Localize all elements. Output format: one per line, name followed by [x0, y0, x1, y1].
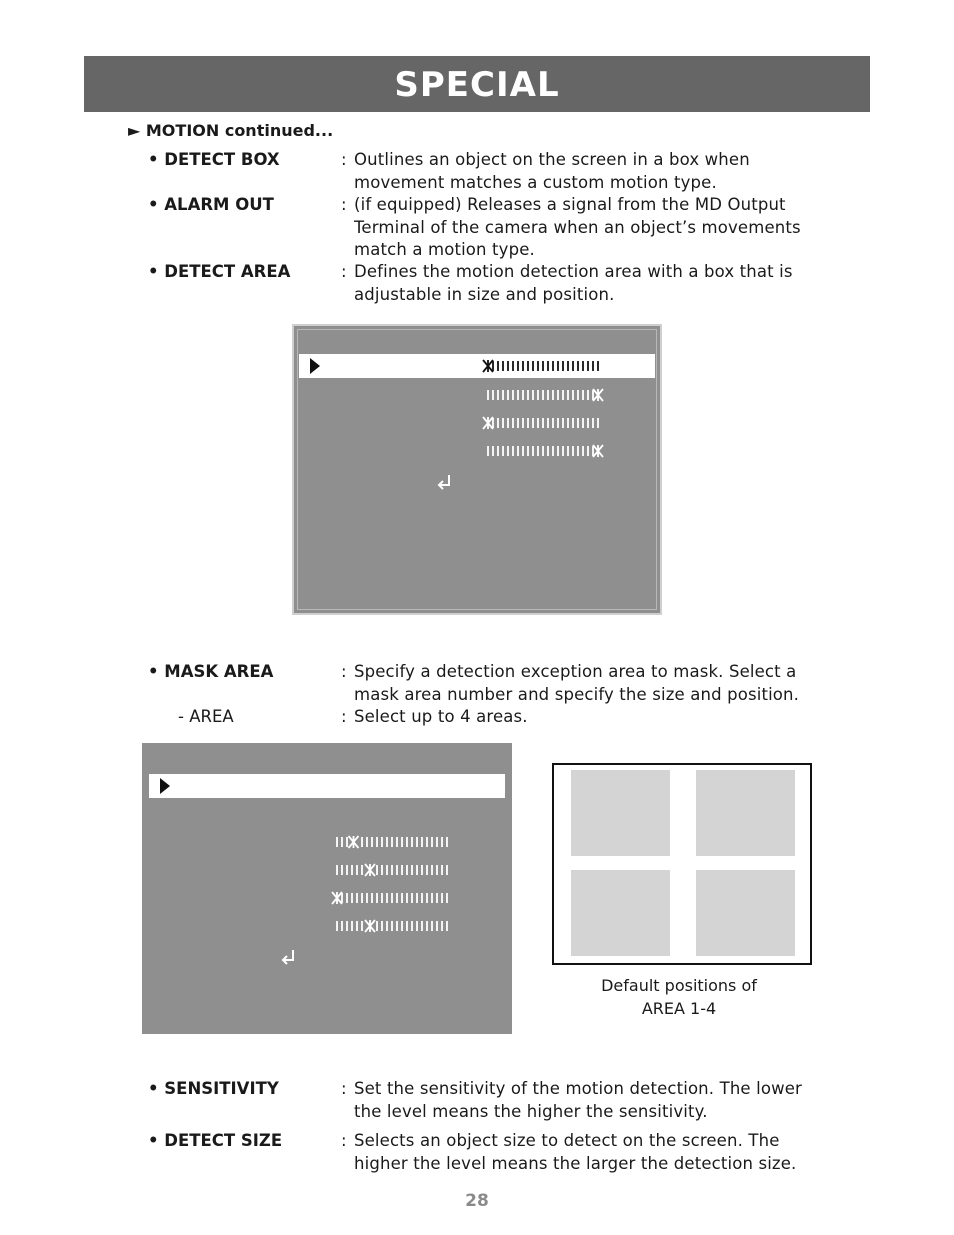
slider-tick — [431, 837, 433, 847]
slider-tick — [341, 921, 343, 931]
slider-tick — [517, 418, 519, 428]
slider-tick — [426, 893, 428, 903]
slider-tick — [557, 446, 559, 456]
slider-tick — [527, 446, 529, 456]
term-detect-size: • DETECT SIZE — [148, 1131, 283, 1150]
slider-tick — [502, 446, 504, 456]
area-positions-diagram — [552, 763, 812, 965]
slider-tick — [436, 893, 438, 903]
slider-tick — [341, 865, 343, 875]
term-detect-area: • DETECT AREA — [148, 262, 291, 281]
slider-tick — [426, 921, 428, 931]
colon: : — [341, 662, 347, 681]
slider-tick — [411, 865, 413, 875]
slider-tick — [401, 865, 403, 875]
area-3-block — [571, 870, 670, 956]
slider-tick — [361, 865, 363, 875]
slider-tick — [507, 390, 509, 400]
slider-marker-icon — [483, 360, 493, 372]
slider-tick — [401, 837, 403, 847]
slider-tick — [562, 390, 564, 400]
slider-tick — [386, 921, 388, 931]
slider-tick — [522, 390, 524, 400]
slider-tick — [421, 865, 423, 875]
slider-tick — [512, 446, 514, 456]
area-diagram-caption: Default positions of AREA 1-4 — [601, 976, 757, 1018]
slider-tick — [431, 921, 433, 931]
slider-tick — [537, 390, 539, 400]
slider-tick — [381, 893, 383, 903]
slider-tick — [441, 893, 443, 903]
slider-marker-icon — [332, 892, 342, 904]
colon: : — [341, 150, 347, 169]
slider-tick — [562, 361, 564, 371]
slider-tick — [517, 361, 519, 371]
slider-tick — [441, 837, 443, 847]
slider-tick — [381, 921, 383, 931]
slider-tick — [492, 390, 494, 400]
slider-marker-icon — [365, 864, 375, 876]
slider-tick — [562, 446, 564, 456]
slider-tick — [346, 893, 348, 903]
slider-bar — [482, 415, 610, 431]
slider-tick — [441, 921, 443, 931]
slider-tick — [436, 865, 438, 875]
slider-tick — [446, 893, 448, 903]
slider-tick — [356, 865, 358, 875]
slider-tick — [346, 865, 348, 875]
slider-tick — [421, 837, 423, 847]
slider-tick — [376, 865, 378, 875]
slider-tick — [562, 418, 564, 428]
slider-tick — [421, 893, 423, 903]
slider-tick — [577, 390, 579, 400]
slider-tick — [582, 361, 584, 371]
slider-tick — [532, 446, 534, 456]
term-sensitivity: • SENSITIVITY — [148, 1079, 279, 1098]
slider-tick — [572, 390, 574, 400]
slider-tick — [497, 361, 499, 371]
slider-marker-icon — [349, 836, 359, 848]
slider-tick — [421, 921, 423, 931]
slider-tick — [567, 418, 569, 428]
slider-tick — [502, 390, 504, 400]
slider-tick — [592, 390, 594, 400]
slider-tick — [346, 837, 348, 847]
slider-tick — [416, 837, 418, 847]
slider-tick — [557, 361, 559, 371]
slider-tick — [537, 446, 539, 456]
colon: : — [341, 1079, 347, 1098]
slider-tick — [532, 390, 534, 400]
slider-tick — [592, 361, 594, 371]
slider-tick — [406, 921, 408, 931]
slider-tick — [411, 921, 413, 931]
slider-tick — [431, 865, 433, 875]
slider-marker-icon — [483, 417, 493, 429]
slider-tick — [446, 921, 448, 931]
slider-tick — [552, 418, 554, 428]
slider-tick — [507, 418, 509, 428]
slider-tick — [522, 361, 524, 371]
slider-tick — [542, 390, 544, 400]
slider-tick — [492, 418, 494, 428]
area-2-block — [696, 770, 795, 856]
osd-mask-area-screen — [142, 743, 512, 1034]
slider-tick — [371, 837, 373, 847]
slider-tick — [401, 921, 403, 931]
osd-detect-area-screen — [292, 324, 662, 615]
term-area: - AREA — [178, 707, 234, 726]
term-mask-area: • MASK AREA — [148, 662, 274, 681]
colon: : — [341, 707, 347, 726]
slider-tick — [587, 418, 589, 428]
slider-tick — [436, 921, 438, 931]
slider-tick — [351, 865, 353, 875]
slider-tick — [396, 865, 398, 875]
slider-tick — [567, 390, 569, 400]
slider-tick — [522, 418, 524, 428]
slider-tick — [527, 390, 529, 400]
slider-tick — [587, 446, 589, 456]
slider-tick — [592, 446, 594, 456]
slider-tick — [497, 446, 499, 456]
slider-bar — [331, 918, 459, 934]
slider-tick — [512, 390, 514, 400]
slider-marker-icon — [593, 389, 603, 401]
slider-tick — [597, 361, 599, 371]
slider-bar — [331, 834, 459, 850]
slider-tick — [441, 865, 443, 875]
slider-tick — [431, 893, 433, 903]
slider-tick — [426, 865, 428, 875]
slider-tick — [426, 837, 428, 847]
slider-tick — [552, 390, 554, 400]
slider-tick — [557, 390, 559, 400]
slider-tick — [577, 361, 579, 371]
slider-tick — [446, 837, 448, 847]
slider-bar — [331, 890, 459, 906]
slider-tick — [587, 390, 589, 400]
slider-tick — [547, 390, 549, 400]
slider-tick — [416, 865, 418, 875]
slider-tick — [522, 446, 524, 456]
slider-tick — [537, 361, 539, 371]
slider-tick — [346, 921, 348, 931]
slider-tick — [366, 893, 368, 903]
slider-tick — [361, 893, 363, 903]
slider-tick — [336, 865, 338, 875]
slider-tick — [502, 418, 504, 428]
term-detect-box: • DETECT BOX — [148, 150, 280, 169]
header-bar — [84, 56, 870, 112]
slider-tick — [381, 865, 383, 875]
osd-selected-row — [149, 774, 505, 798]
slider-bar — [482, 387, 610, 403]
slider-tick — [527, 418, 529, 428]
slider-tick — [542, 418, 544, 428]
colon: : — [341, 262, 347, 281]
slider-tick — [396, 893, 398, 903]
slider-tick — [487, 390, 489, 400]
slider-marker-icon — [365, 920, 375, 932]
slider-tick — [376, 837, 378, 847]
slider-tick — [406, 837, 408, 847]
slider-tick — [582, 418, 584, 428]
slider-tick — [341, 837, 343, 847]
slider-tick — [547, 418, 549, 428]
slider-tick — [411, 837, 413, 847]
slider-tick — [391, 921, 393, 931]
slider-tick — [597, 418, 599, 428]
slider-tick — [386, 837, 388, 847]
slider-tick — [336, 837, 338, 847]
slider-tick — [411, 893, 413, 903]
slider-tick — [507, 361, 509, 371]
slider-tick — [547, 446, 549, 456]
slider-tick — [391, 865, 393, 875]
slider-tick — [391, 893, 393, 903]
slider-tick — [416, 921, 418, 931]
slider-tick — [492, 361, 494, 371]
enter-return-icon — [281, 949, 297, 967]
selection-arrow-icon — [310, 358, 320, 374]
slider-tick — [366, 837, 368, 847]
slider-tick — [577, 446, 579, 456]
slider-tick — [587, 361, 589, 371]
slider-tick — [361, 921, 363, 931]
slider-tick — [552, 361, 554, 371]
desc-detect-size: Selects an object size to detect on the screen. The higher the level means the larger the detection size. — [354, 1131, 797, 1173]
term-alarm-out: • ALARM OUT — [148, 195, 274, 214]
slider-tick — [532, 418, 534, 428]
slider-tick — [507, 446, 509, 456]
slider-tick — [577, 418, 579, 428]
slider-tick — [351, 893, 353, 903]
slider-tick — [572, 361, 574, 371]
desc-detect-area: Defines the motion detection area with a box that is adjustable in size and position. — [354, 262, 793, 304]
slider-tick — [592, 418, 594, 428]
slider-tick — [356, 921, 358, 931]
slider-tick — [401, 893, 403, 903]
slider-tick — [557, 418, 559, 428]
desc-area: Select up to 4 areas. — [354, 707, 528, 726]
slider-tick — [582, 390, 584, 400]
slider-tick — [492, 446, 494, 456]
desc-mask-area: Specify a detection exception area to mask. Select a mask area number and specify the size and position. — [354, 662, 800, 704]
slider-tick — [381, 837, 383, 847]
slider-tick — [386, 893, 388, 903]
slider-tick — [416, 893, 418, 903]
desc-detect-box: Outlines an object on the screen in a box when movement matches a custom motion type. — [354, 150, 750, 192]
section-heading: ► MOTION continued... — [128, 121, 334, 140]
slider-bar — [482, 358, 610, 374]
area-4-block — [696, 870, 795, 956]
slider-tick — [542, 361, 544, 371]
slider-tick — [406, 893, 408, 903]
slider-tick — [532, 361, 534, 371]
slider-tick — [356, 893, 358, 903]
slider-tick — [512, 361, 514, 371]
slider-bar — [482, 443, 610, 459]
slider-tick — [502, 361, 504, 371]
slider-tick — [567, 361, 569, 371]
slider-tick — [361, 837, 363, 847]
slider-tick — [517, 390, 519, 400]
slider-tick — [446, 865, 448, 875]
slider-tick — [396, 921, 398, 931]
slider-tick — [527, 361, 529, 371]
selection-arrow-icon — [160, 778, 170, 794]
colon: : — [341, 1131, 347, 1150]
slider-tick — [537, 418, 539, 428]
desc-sensitivity: Set the sensitivity of the motion detection. The lower the level means the higher the sensitivity. — [354, 1079, 802, 1121]
slider-tick — [512, 418, 514, 428]
enter-return-icon — [437, 474, 453, 492]
page-title: SPECIAL — [394, 65, 560, 105]
slider-marker-icon — [593, 445, 603, 457]
slider-tick — [487, 446, 489, 456]
slider-tick — [396, 837, 398, 847]
slider-tick — [406, 865, 408, 875]
slider-tick — [497, 390, 499, 400]
slider-tick — [517, 446, 519, 456]
colon: : — [341, 195, 347, 214]
page-number: 28 — [465, 1191, 489, 1211]
slider-tick — [341, 893, 343, 903]
slider-tick — [436, 837, 438, 847]
slider-tick — [376, 921, 378, 931]
slider-bar — [331, 862, 459, 878]
slider-tick — [376, 893, 378, 903]
slider-tick — [371, 893, 373, 903]
slider-tick — [391, 837, 393, 847]
slider-tick — [386, 865, 388, 875]
slider-tick — [572, 418, 574, 428]
slider-tick — [552, 446, 554, 456]
slider-tick — [567, 446, 569, 456]
area-1-block — [571, 770, 670, 856]
slider-tick — [582, 446, 584, 456]
slider-tick — [547, 361, 549, 371]
slider-tick — [497, 418, 499, 428]
slider-tick — [572, 446, 574, 456]
desc-alarm-out: (if equipped) Releases a signal from the MD Output Terminal of the camera when an object’s movements match a motion type. — [354, 195, 801, 259]
slider-tick — [542, 446, 544, 456]
slider-tick — [336, 921, 338, 931]
slider-tick — [351, 921, 353, 931]
